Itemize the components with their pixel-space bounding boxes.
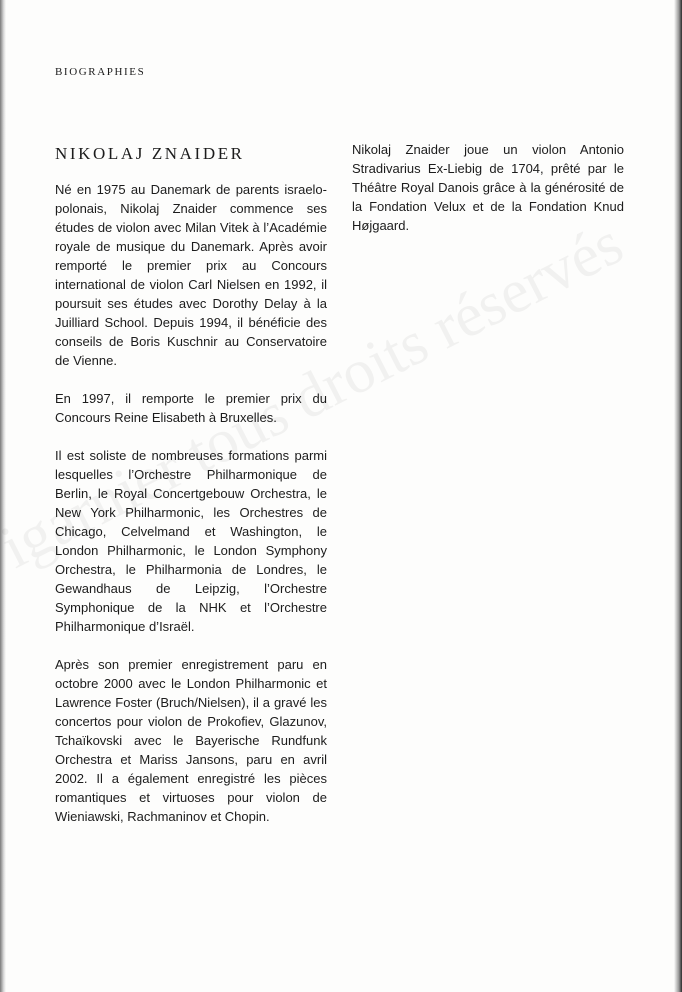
paragraph-violin: Nikolaj Znaider joue un violon Antonio Stradivarius Ex-Liebig de 1704, prêté par le Théâtre Royal Danois grâce à la générosité de la Fondation Velux et de la Fondation Knud Højgaard. [352, 142, 624, 233]
scan-edge-right [674, 0, 682, 992]
biography-column-right [352, 140, 624, 254]
paragraph-orchestras: Il est soliste de nombreuses formations parmi lesquelles l’Orchestre Philharmonique de Berlin, le Royal Concertgebouw Orchestra, le New York Philharmonic, les Orchestres de Chicago, Celvelmand et Washington, le London Philharmonic, le London Symphony Orchestra, le Philharmonia de Londres, le Gewandhaus de Leipzig, l’Orchestre Symphonique de la NHK et l’Orchestre Philharmonique d’Israël. [55, 448, 327, 634]
biography-title: NIKOLAJ ZNAIDER [55, 144, 245, 163]
biography-column-left [55, 180, 327, 845]
section-header: BIOGRAPHIES [55, 66, 146, 78]
paragraph-recordings: Après son premier enregistrement paru en octobre 2000 avec le London Philharmonic et Lawrence Foster (Bruch/Nielsen), il a gravé les concertos pour violon de Prokofiev, Glazunov, Tchaïkovski avec le Bayerische Rundfunk Orchestra et Mariss Jansons, paru en avril 2002. Il a également enregistré les pièces romantiques et virtuoses pour violon de Wieniawski, Rachmaninov et Chopin. [55, 657, 327, 824]
paragraph-1997-prize: En 1997, il remporte le premier prix du Concours Reine Elisabeth à Bruxelles. [55, 391, 327, 425]
scan-edge-left [0, 0, 6, 992]
paragraph-birth-studies: Né en 1975 au Danemark de parents israelo-polonais, Nikolaj Znaider commence ses études de violon avec Milan Vitek à l’Académie royale de musique du Danemark. Après avoir remporté le premier prix au Concours international de violon Carl Nielsen en 1992, il poursuit ses études avec Dorothy Delay à la Juilliard School. Depuis 1994, il bénéficie des conseils de Boris Kuschnir au Conservatoire de Vienne. [55, 182, 327, 368]
